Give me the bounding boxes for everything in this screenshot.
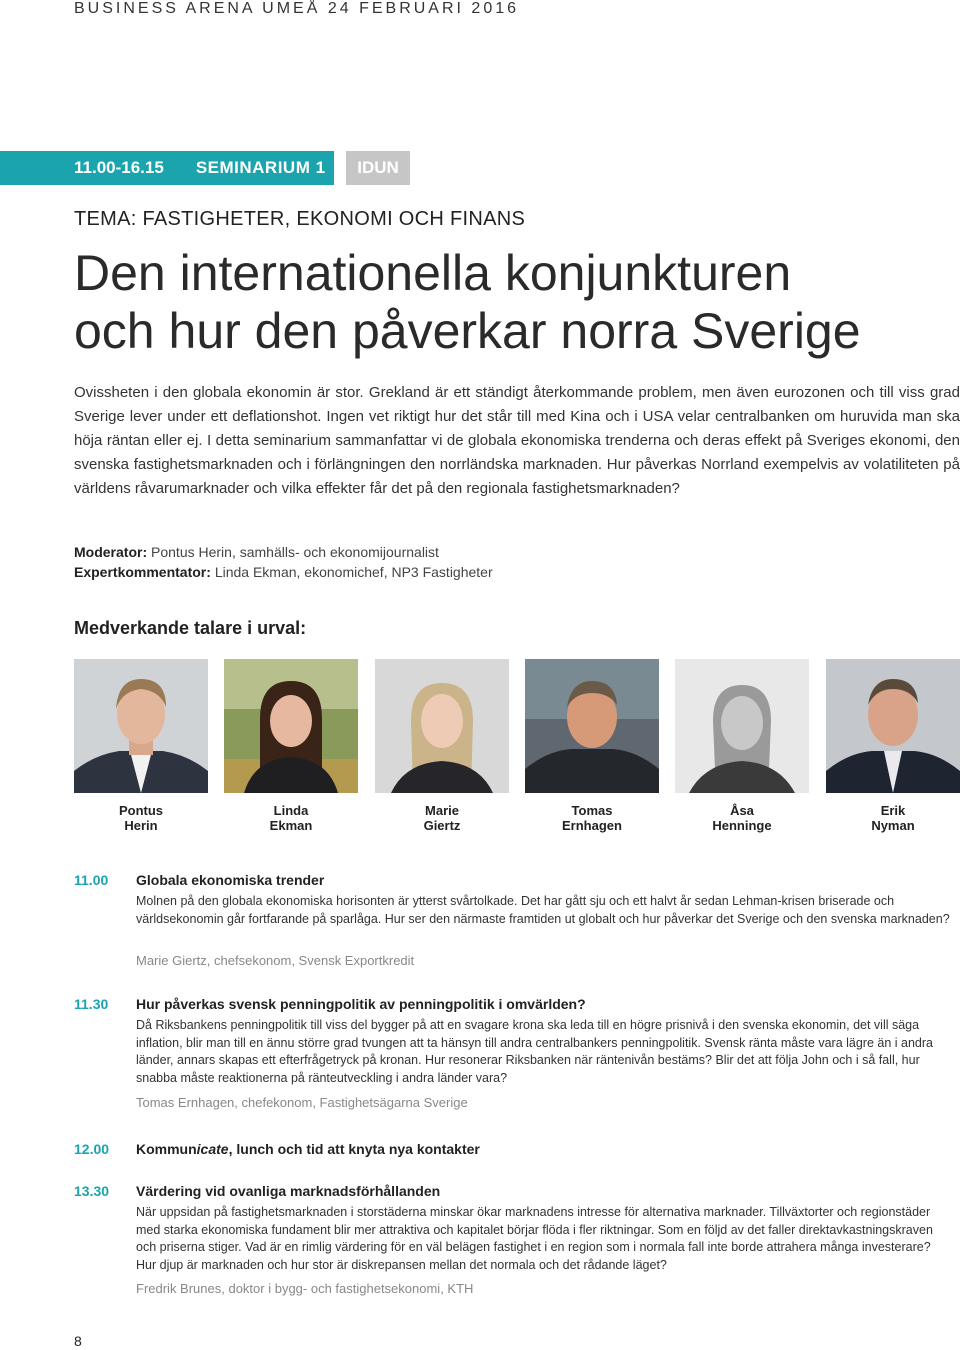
agenda-title — [136, 1141, 480, 1157]
moderator-value: Pontus Herin, samhälls- och ekonomijournalist — [151, 544, 439, 560]
speaker-card — [74, 659, 208, 833]
speaker-photo — [74, 659, 208, 793]
portrait-asa-henninge — [675, 659, 809, 793]
session-time: 11.00-16.15 — [74, 158, 164, 177]
page-number: 8 — [74, 1333, 82, 1349]
speaker-photo — [826, 659, 960, 793]
session-room: IDUN — [346, 151, 410, 185]
agenda-time: 11.30 — [74, 996, 109, 1012]
agenda-item — [74, 872, 954, 977]
roles — [74, 542, 493, 582]
agenda-title: Värdering vid ovanliga marknadsförhållanden — [136, 1183, 441, 1199]
expert-line — [74, 562, 493, 582]
theme-heading: TEMA: FASTIGHETER, EKONOMI OCH FINANS — [74, 208, 526, 230]
agenda-title-italic: icate — [196, 1141, 229, 1157]
session-label — [0, 151, 334, 185]
speaker-first-name: Pontus — [118, 803, 164, 818]
agenda-speaker: Fredrik Brunes, doktor i bygg- och fastighetsekonomi, KTH — [136, 1281, 474, 1296]
speaker-name — [525, 803, 659, 833]
speaker-last-name: Herin — [124, 818, 158, 833]
speaker-photo — [525, 659, 659, 793]
moderator-label: Moderator: — [74, 544, 148, 560]
agenda-speaker: Tomas Ernhagen, chefekonom, Fastighetsägarna Sverige — [136, 1095, 468, 1110]
speaker-name — [675, 803, 809, 833]
speaker-name — [826, 803, 960, 833]
agenda-item — [74, 996, 954, 1121]
speaker-last-name: Giertz — [423, 818, 461, 833]
speaker-first-name: Åsa — [730, 803, 754, 818]
speaker-name — [224, 803, 358, 833]
session-title: SEMINARIUM 1 — [195, 158, 326, 177]
speaker-card — [375, 659, 509, 833]
agenda-title-suffix: , lunch och tid att knyta nya kontakter — [228, 1141, 480, 1157]
speaker-last-name: Henninge — [712, 818, 772, 833]
agenda-title-prefix: Kommun — [136, 1141, 197, 1157]
agenda-item — [74, 1141, 954, 1161]
agenda-time: 12.00 — [74, 1141, 110, 1157]
speaker-card — [826, 659, 960, 833]
portrait-pontus-herin — [74, 659, 208, 793]
speaker-card — [675, 659, 809, 833]
speaker-photo — [675, 659, 809, 793]
speaker-card — [525, 659, 659, 833]
agenda-speaker: Marie Giertz, chefsekonom, Svensk Exportkredit — [136, 953, 415, 968]
page-header: BUSINESS ARENA UMEÅ 24 FEBRUARI 2016 — [74, 0, 520, 17]
agenda-description: Då Riksbankens penningpolitik till viss del bygger på att en svagare krona ska leda till en högre prisnivå i den svenska ekonomin, det vill säga inflation, blir man till en ännu större grad tvungen att ta hänsyn till andra centralbankers penningpolitik. Svensk ränta måste vara lägre än i andra länder, annars skapas ett efterfrågetryck på kronan. Hur resonerar Riksbanken när räntenivån bestäms? Blir det att följa John och i så fall, hur snabba måste reaktionerna på ränteutveckling i andra länder vara? — [136, 1018, 933, 1085]
speaker-first-name: Erik — [880, 803, 906, 818]
main-title — [74, 244, 954, 360]
main-title-line-1: Den internationella konjunkturen — [74, 245, 792, 301]
speaker-first-name: Linda — [273, 803, 309, 818]
agenda-item — [74, 1183, 954, 1308]
speaker-last-name: Ekman — [269, 818, 313, 833]
speakers-heading: Medverkande talare i urval: — [74, 618, 307, 638]
speaker-name — [74, 803, 208, 833]
speaker-last-name: Nyman — [871, 818, 915, 833]
speakers-grid — [74, 659, 960, 839]
speaker-card — [224, 659, 358, 833]
agenda-title: Hur påverkas svensk penningpolitik av penningpolitik i omvärlden? — [136, 996, 586, 1012]
speaker-first-name: Tomas — [571, 803, 613, 818]
agenda-time: 11.00 — [74, 872, 109, 888]
speaker-photo — [375, 659, 509, 793]
intro-paragraph: Ovissheten i den globala ekonomin är stor. Grekland är ett ständigt återkommande problem, men även eurozonen och till viss grad Sverige lever under ett deflationshot. Ingen vet riktigt hur det står till med Kina och i USA velar centralbanken om huruvida man ska höja räntan eller ej. I detta seminarium sammanfattar vi de globala ekonomiska trenderna och deras effekt på Sveriges ekonomi, den svenska fastighetsmarknaden och i förlängningen den norrländska marknaden. Hur påverkas Norrland exempelvis av volatiliteten på världens råvarumarknader och vilka effekter får det på den regionala fastighetsmarknaden? — [74, 384, 960, 497]
portrait-erik-nyman — [826, 659, 960, 793]
expert-label: Expertkommentator: — [74, 564, 211, 580]
agenda-title: Globala ekonomiska trender — [136, 872, 325, 888]
moderator-line — [74, 542, 493, 562]
speaker-name — [375, 803, 509, 833]
speaker-last-name: Ernhagen — [562, 818, 622, 833]
speaker-first-name: Marie — [425, 803, 459, 818]
main-title-line-2: och hur den påverkar norra Sverige — [74, 303, 861, 359]
agenda-description: När uppsidan på fastighetsmarknaden i storstäderna minskar ökar marknadens intresse för alternativa marknader. Tillväxtorter och regionstäder med starka ekonomiska fundament blir mer attraktiva och kapitalet börjar flöda i fler riktningar. Som en följd av det faller direktavkastningskraven och priserna stiger. Vad är en rimlig värdering för en väl belägen fastighet i en region som i normala fall inte borde attrahera många investerare? Hur djup är marknaden och hur stor är diskrepansen mellan det normala och det rådande läget? — [136, 1205, 933, 1272]
agenda-description: Molnen på den globala ekonomiska horisonten är ytterst svårtolkade. Det har gått sju och ett halvt år sedan Lehman-krisen briserade och världsekonomin går fortfarande på sparlåga. Hur ser den närmaste framtiden ut globalt och hur påverkar det Sverige och den svenska marknaden? — [136, 894, 950, 926]
session-bar — [0, 151, 410, 185]
portrait-marie-giertz — [375, 659, 509, 793]
speaker-photo — [224, 659, 358, 793]
portrait-tomas-ernhagen — [525, 659, 659, 793]
expert-value: Linda Ekman, ekonomichef, NP3 Fastigheter — [214, 564, 493, 580]
portrait-linda-ekman — [224, 659, 358, 793]
agenda-time: 13.30 — [74, 1183, 110, 1199]
